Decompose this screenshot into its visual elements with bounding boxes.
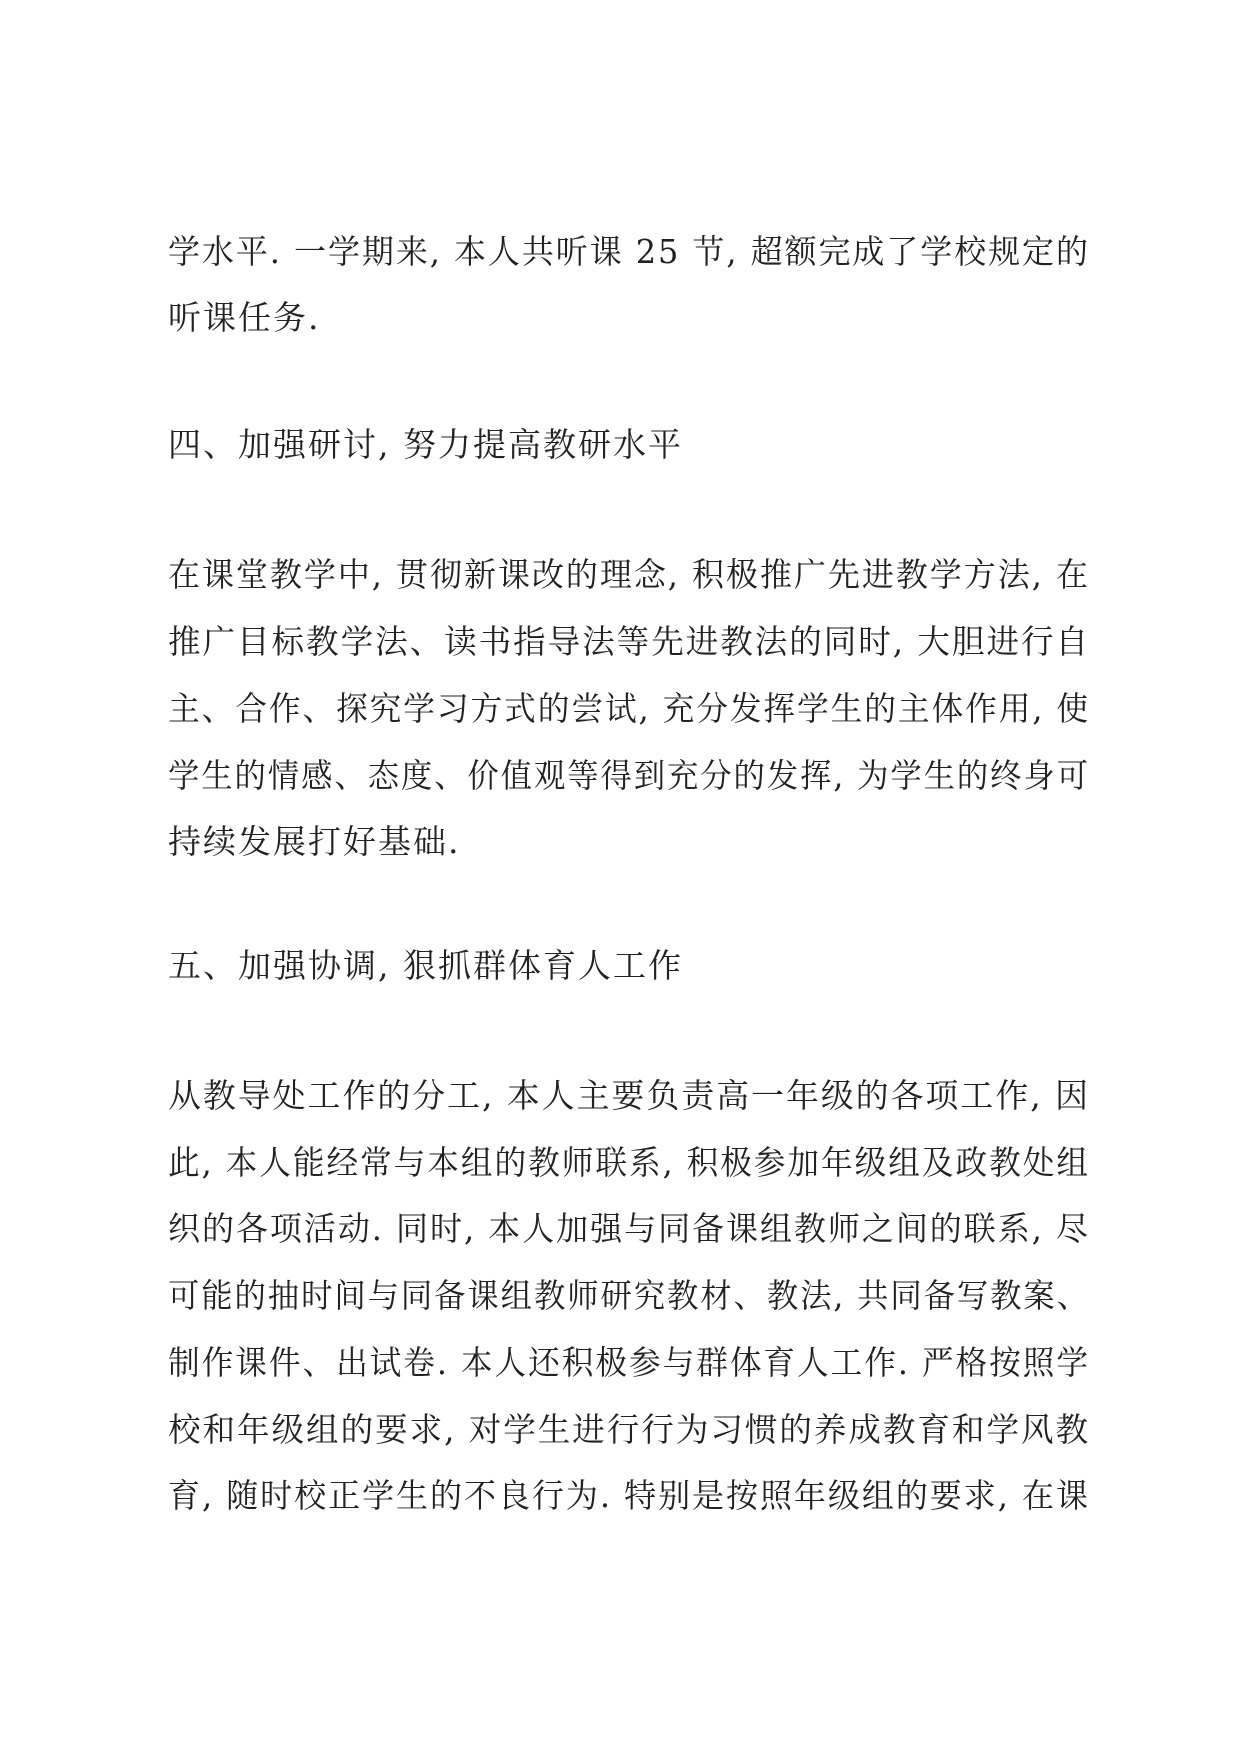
- text-line: 在课堂教学中, 贯彻新课改的理念, 积极推广先进教学方法, 在: [168, 555, 1090, 594]
- text-line: 持续发展打好基础.: [168, 822, 461, 861]
- text-line: 织的各项活动. 同时, 本人加强与同备课组教师之间的联系, 尽: [168, 1209, 1090, 1248]
- text-line: 听课任务.: [168, 298, 321, 337]
- section-heading: 五、加强协调, 狠抓群体育人工作: [168, 946, 683, 985]
- text-line: 校和年级组的要求, 对学生进行行为习惯的养成教育和学风教: [168, 1410, 1090, 1449]
- text-line: 学水平. 一学期来, 本人共听课 25 节, 超额完成了学校规定的: [168, 232, 1090, 271]
- text-line: 育, 随时校正学生的不良行为. 特别是按照年级组的要求, 在课: [168, 1476, 1090, 1515]
- text-line: 此, 本人能经常与本组的教师联系, 积极参加年级组及政教处组: [168, 1143, 1090, 1182]
- text-line: 学生的情感、态度、价值观等得到充分的发挥, 为学生的终身可: [168, 756, 1090, 795]
- section-heading: 四、加强研讨, 努力提高教研水平: [168, 425, 683, 464]
- text-line: 可能的抽时间与同备课组教师研究教材、教法, 共同备写教案、: [168, 1276, 1090, 1315]
- text-line: 制作课件、出试卷. 本人还积极参与群体育人工作. 严格按照学: [168, 1343, 1090, 1382]
- text-line: 从教导处工作的分工, 本人主要负责高一年级的各项工作, 因: [168, 1076, 1091, 1115]
- text-line: 推广目标教学法、读书指导法等先进教法的同时, 大胆进行自: [168, 622, 1090, 661]
- text-line: 主、合作、探究学习方式的尝试, 充分发挥学生的主体作用, 使: [168, 689, 1090, 728]
